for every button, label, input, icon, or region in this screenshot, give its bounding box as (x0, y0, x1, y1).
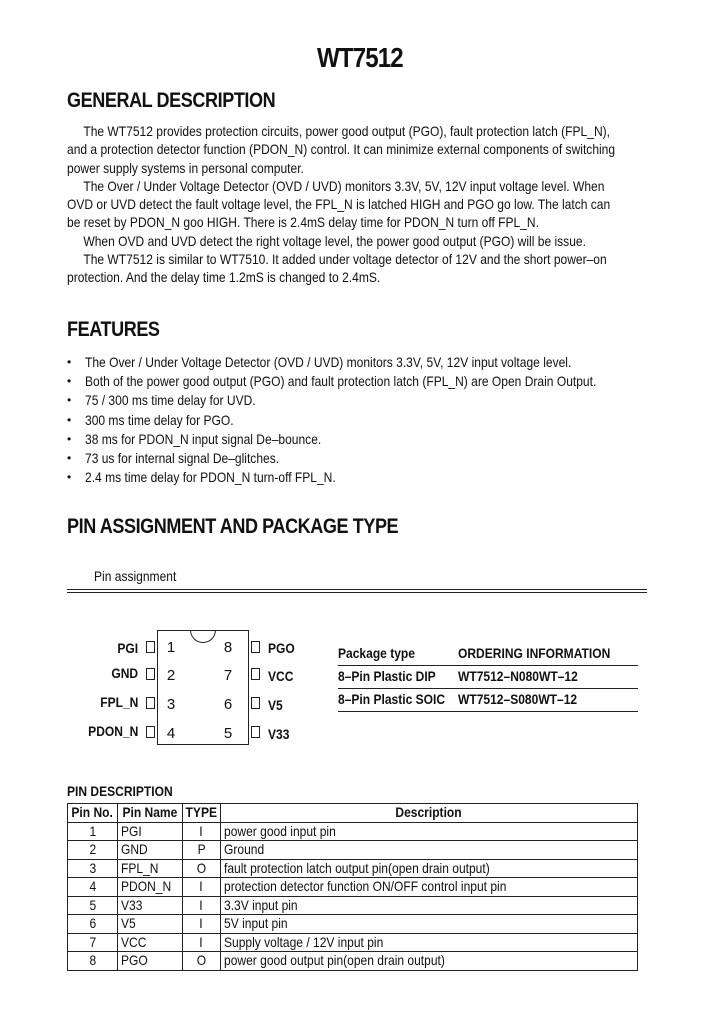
pin-label: PDON_N (87, 723, 138, 739)
pin-8-lead (251, 641, 260, 653)
description-cell: Ground (220, 841, 637, 860)
type-cell: I (182, 933, 220, 952)
pin-number: 8 (223, 639, 233, 656)
pin-number: 7 (223, 667, 233, 684)
paragraph-line: protection. And the delay time 1.2mS is changed to 2.4mS. (67, 269, 381, 286)
description-cell: power good output pin(open drain output) (220, 952, 637, 971)
table-row (68, 878, 638, 897)
pin-no-cell: 1 (68, 822, 118, 841)
package-type: 8–Pin Plastic SOIC (338, 691, 446, 707)
pin-label: V33 (268, 726, 290, 742)
pin-no-cell: 2 (68, 841, 118, 860)
table-row (68, 915, 638, 934)
pin-label: PGO (268, 640, 295, 656)
table-row (68, 952, 638, 971)
general-description-body (67, 122, 717, 287)
table-row (68, 896, 638, 915)
column-header: TYPE (182, 804, 220, 823)
pin-label: V5 (268, 697, 283, 713)
pin-no-cell: 6 (68, 915, 118, 934)
pin-name-cell: V5 (118, 915, 183, 934)
pin-description-heading: PIN DESCRIPTION (67, 783, 173, 799)
paragraph-line: The Over / Under Voltage Detector (OVD / UVD) monitors 3.3V, 5V, 12V input voltage level. When (83, 177, 605, 194)
ordering-info-header: ORDERING INFORMATION (458, 645, 611, 661)
pin-label: GND (111, 665, 138, 681)
type-cell: O (182, 952, 220, 971)
pin-4-lead (146, 726, 155, 738)
pin-number: 4 (166, 725, 176, 742)
description-cell: power good input pin (220, 822, 637, 841)
paragraph-line: When OVD and UVD detect the right voltage level, the power good output (PGO) will be issue. (83, 232, 586, 249)
features-heading: FEATURES (67, 318, 160, 341)
pin-number: 3 (166, 696, 176, 713)
paragraph-line: The WT7512 is similar to WT7510. It added under voltage detector of 12V and the short power–on (83, 251, 607, 268)
bullet-icon: • (67, 470, 72, 485)
pin-number: 2 (166, 667, 176, 684)
paragraph-line: be reset by PDON_N goo HIGH. There is 2.4mS delay time for PDON_N turn off FPL_N. (67, 214, 539, 231)
pin-no-cell: 5 (68, 896, 118, 915)
pin-no-cell: 4 (68, 878, 118, 897)
description-cell: protection detector function ON/OFF control input pin (220, 878, 637, 897)
package-row (338, 689, 638, 712)
pin-description-table (67, 803, 638, 971)
bullet-icon: • (67, 450, 72, 465)
pin-2-lead (146, 668, 155, 680)
pin-no-cell: 8 (68, 952, 118, 971)
paragraph-line: The WT7512 provides protection circuits, power good output (PGO), fault protection latch (FPL_N), (83, 123, 610, 139)
type-cell: I (182, 822, 220, 841)
column-header: Pin No. (68, 804, 118, 823)
paragraph-line: and a protection detector function (PDON_N) control. It can minimize external components of switching (67, 141, 616, 158)
table-row (68, 859, 638, 878)
package-ordering-table (338, 643, 638, 712)
column-header: Description (220, 804, 637, 823)
pin-number: 1 (166, 639, 176, 656)
pin-name-cell: V33 (118, 896, 183, 915)
description-cell: Supply voltage / 12V input pin (220, 933, 637, 952)
paragraph-line: power supply systems in personal computer. (67, 159, 304, 176)
type-cell: I (182, 878, 220, 897)
general-description-heading: GENERAL DESCRIPTION (67, 89, 276, 112)
bullet-icon: • (67, 393, 72, 408)
pin-label: PGI (117, 640, 138, 656)
table-header-row (68, 804, 638, 823)
bullet-icon: • (67, 412, 72, 427)
pin-name-cell: FPL_N (118, 859, 183, 878)
type-cell: I (182, 896, 220, 915)
pin-name-cell: PGI (118, 822, 183, 841)
pin-label: FPL_N (99, 694, 138, 710)
bullet-icon: • (67, 374, 72, 389)
pin-no-cell: 3 (68, 859, 118, 878)
divider (67, 589, 647, 590)
pin-assignment-heading: PIN ASSIGNMENT AND PACKAGE TYPE (67, 515, 399, 538)
pin-name-cell: PDON_N (118, 878, 183, 897)
paragraph-line: OVD or UVD detect the fault voltage level, the FPL_N is latched HIGH and PGO go low. The latch can (67, 196, 611, 213)
package-header-row (338, 643, 638, 666)
table-row (68, 933, 638, 952)
table-row (68, 841, 638, 860)
bullet-icon: • (67, 431, 72, 446)
document-title: WT7512 (317, 42, 403, 73)
type-cell: O (182, 859, 220, 878)
description-cell: 5V input pin (220, 915, 637, 934)
divider (67, 592, 647, 593)
pin-7-lead (251, 668, 260, 680)
type-cell: P (182, 841, 220, 860)
pin-number: 6 (223, 696, 233, 713)
pin-name-cell: GND (118, 841, 183, 860)
pin-name-cell: PGO (118, 952, 183, 971)
pin-5-lead (251, 726, 260, 738)
bullet-icon: • (67, 355, 72, 369)
pin-name-cell: VCC (118, 933, 183, 952)
pin-3-lead (146, 697, 155, 709)
package-row (338, 666, 638, 689)
pin-6-lead (251, 697, 260, 709)
package-type: 8–Pin Plastic DIP (338, 668, 436, 684)
description-cell: 3.3V input pin (220, 896, 637, 915)
pin-no-cell: 7 (68, 933, 118, 952)
pin-1-lead (146, 641, 155, 653)
ordering-code: WT7512–N080WT–12 (458, 668, 578, 684)
package-type-header: Package type (338, 645, 415, 661)
pin-label: VCC (268, 668, 294, 684)
pin-number: 5 (223, 725, 233, 742)
column-header: Pin Name (118, 804, 183, 823)
pin-assignment-subheading: Pin assignment (94, 568, 177, 584)
table-row (68, 822, 638, 841)
type-cell: I (182, 915, 220, 934)
description-cell: fault protection latch output pin(open drain output) (220, 859, 637, 878)
ordering-code: WT7512–S080WT–12 (458, 691, 578, 707)
